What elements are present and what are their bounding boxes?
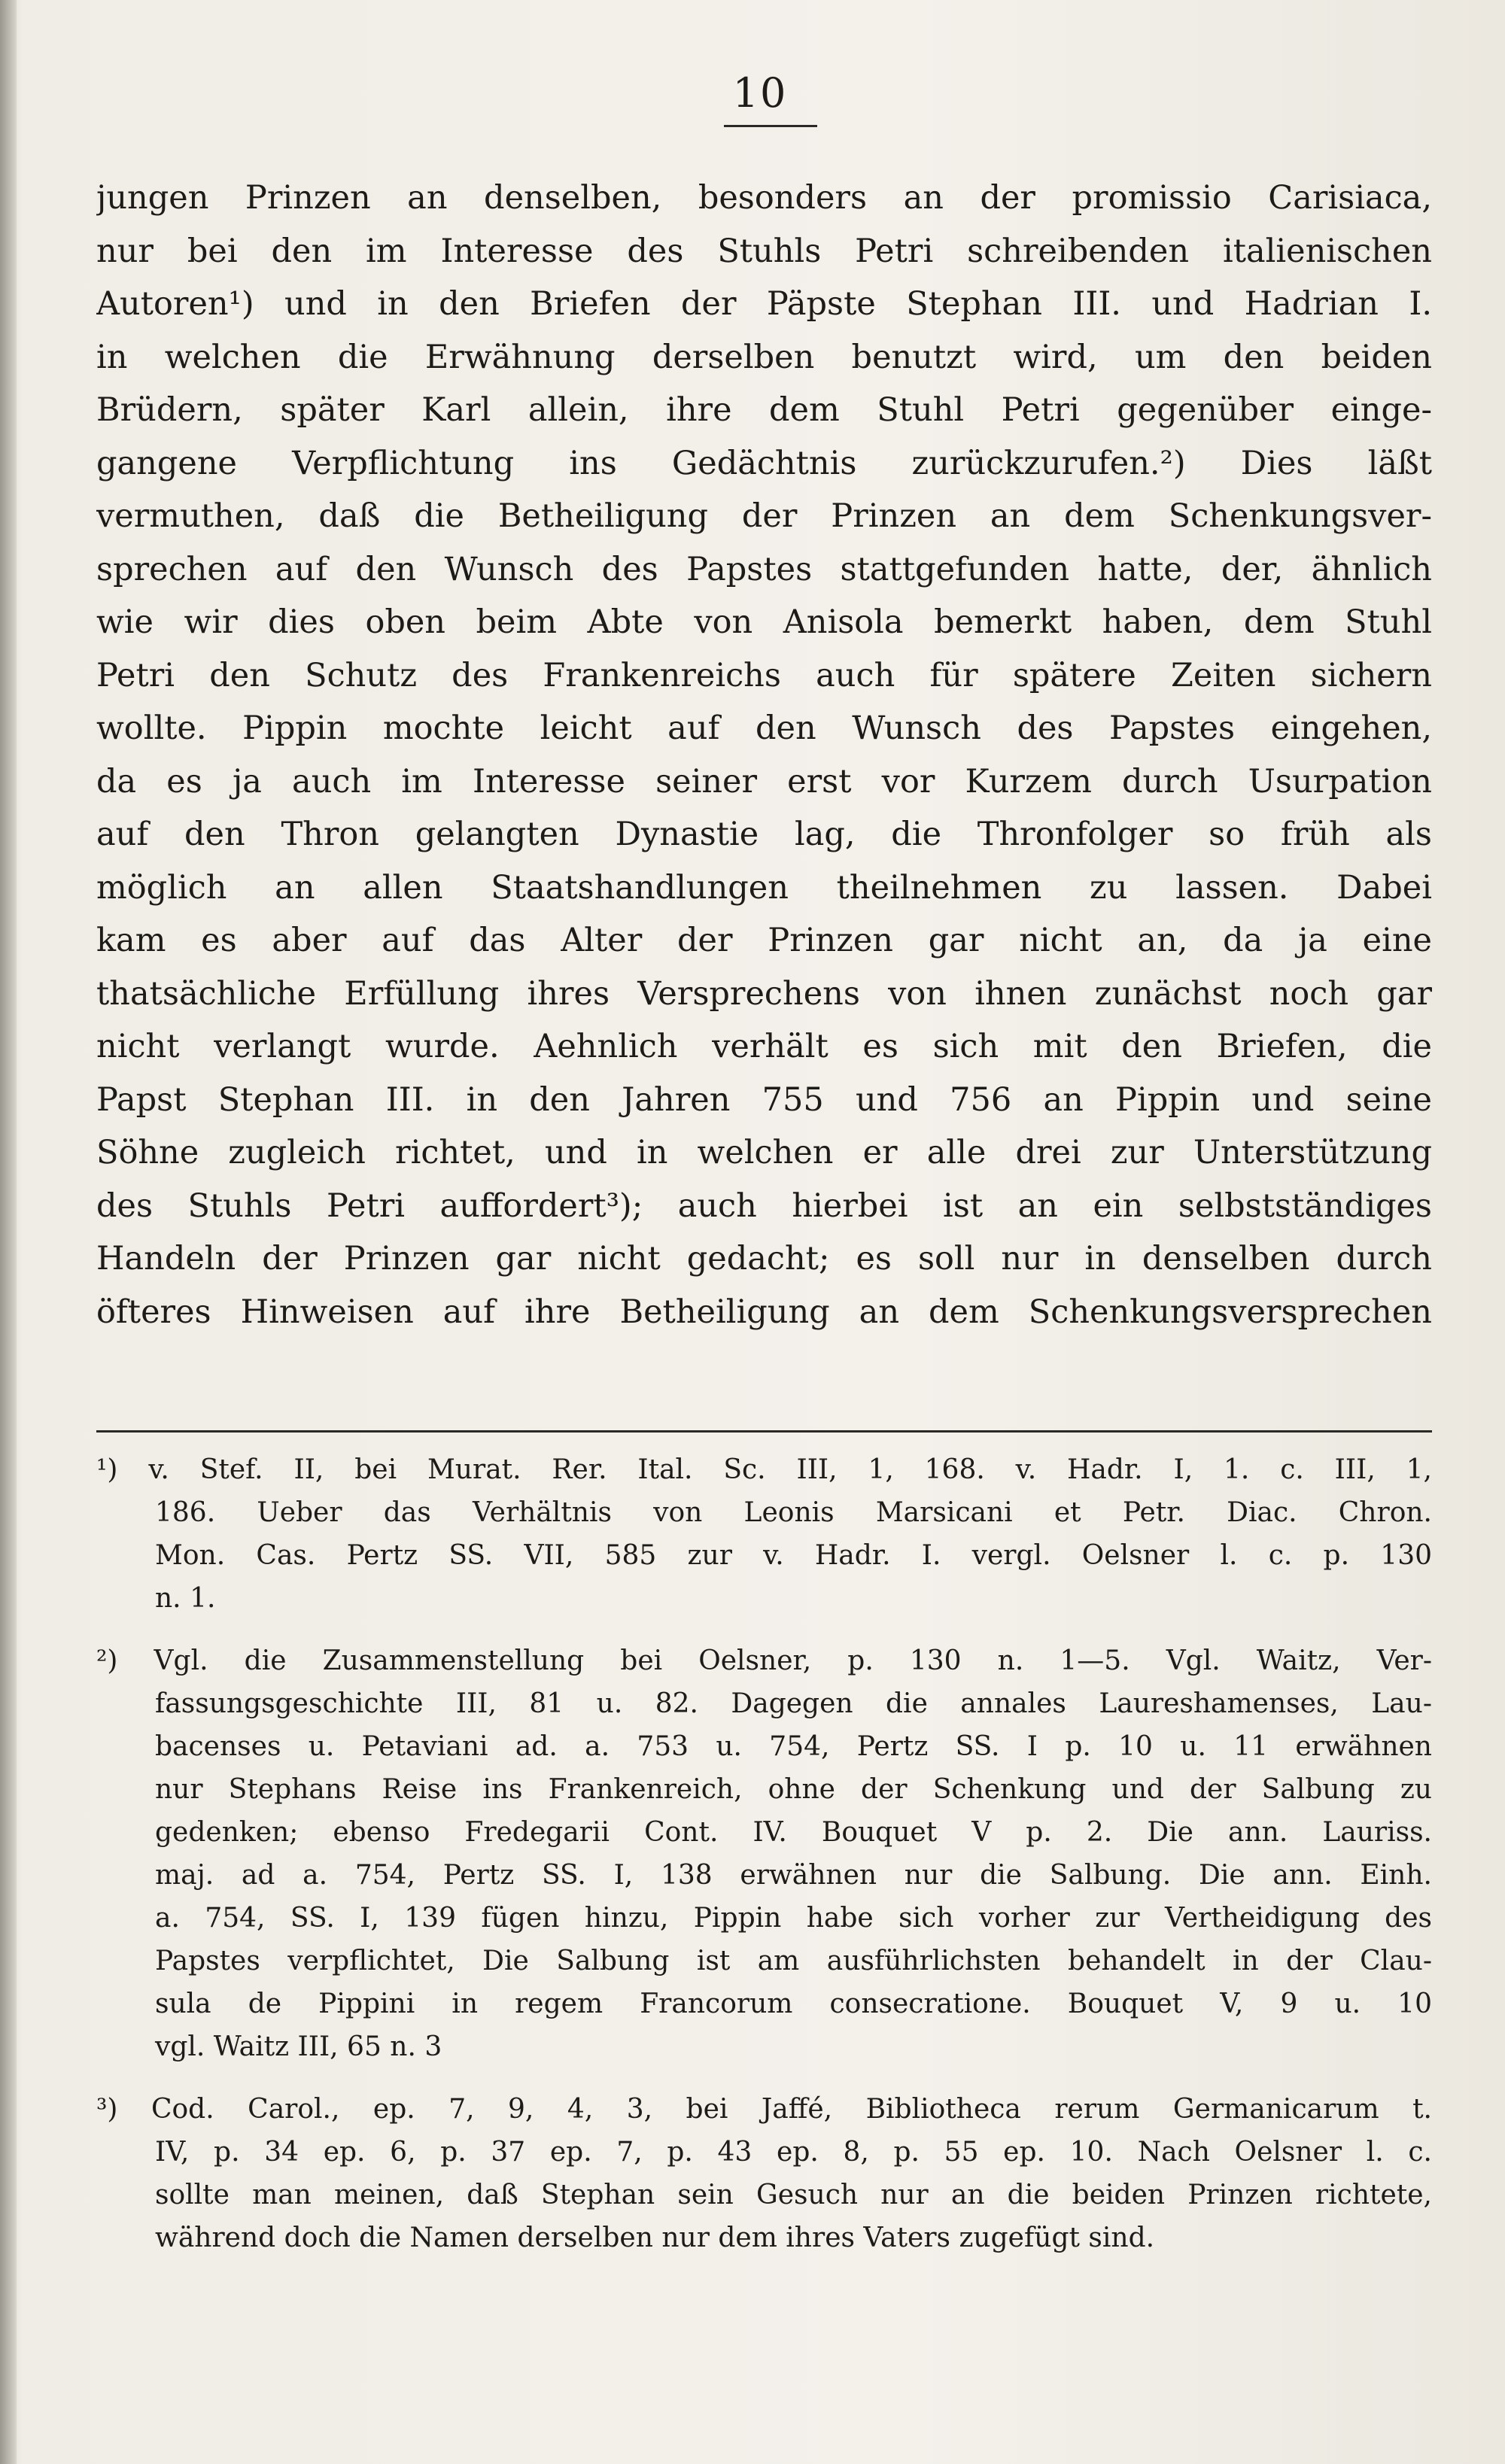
body-line: Söhne zugleich richtet, und in welchen er alle drei zur Unterstützung — [96, 1134, 1432, 1171]
footnote-gap — [96, 1620, 1432, 1639]
footnotes — [96, 1448, 1432, 2259]
body-line: nicht verlangt wurde. Aehnlich verhält es sich mit den Briefen, die — [96, 1028, 1432, 1065]
footnote-line: sollte man meinen, daß Stephan sein Gesuch nur an die beiden Prinzen richtete, — [155, 2180, 1432, 2210]
body-line: da es ja auch im Interesse seiner erst vor Kurzem durch Usurpation — [96, 762, 1432, 801]
footnote-line: ³) Cod. Carol., ep. 7, 9, 4, 3, bei Jaffé, Bibliotheca rerum Germanicarum t. — [96, 2094, 1432, 2125]
footnote-line: n. 1. — [155, 1583, 216, 1614]
footnote-line: maj. ad a. 754, Pertz SS. I, 138 erwähnen nur die Salbung. Die ann. Einh. — [155, 1860, 1432, 1891]
footnote-line: bacenses u. Petaviani ad. a. 753 u. 754, Pertz SS. I p. 10 u. 11 erwähnen — [155, 1731, 1432, 1762]
body-line: wie wir dies oben beim Abte von Anisola bemerkt haben, dem Stuhl — [96, 603, 1432, 641]
footnote-line: a. 754, SS. I, 139 fügen hinzu, Pippin habe sich vorher zur Vertheidigung des — [155, 1903, 1432, 1934]
body-line: öfteres Hinweisen auf ihre Betheiligung an dem Schenkungsversprechen — [96, 1293, 1432, 1331]
body-line: Handeln der Prinzen gar nicht gedacht; es soll nur in denselben durch — [96, 1240, 1432, 1278]
footnote-line: ²) Vgl. die Zusammenstellung bei Oelsner, p. 130 n. 1—5. Vgl. Waitz, Ver- — [96, 1645, 1432, 1676]
footnote-line: vgl. Waitz III, 65 n. 3 — [155, 2031, 442, 2062]
body-line: gangene Verpflichtung ins Gedächtnis zurückzurufen.²) Dies läßt — [96, 444, 1432, 482]
body-line: vermuthen, daß die Betheiligung der Prinzen an dem Schenkungsver- — [96, 497, 1432, 535]
page-number-rule — [724, 125, 817, 127]
body-line: in welchen die Erwähnung derselben benutzt wird, um den beiden — [96, 338, 1432, 376]
body-line: nur bei den im Interesse des Stuhls Petri schreibenden italienischen — [96, 232, 1432, 270]
footnote-line: 186. Ueber das Verhältnis von Leonis Marsicani et Petr. Diac. Chron. — [155, 1497, 1432, 1528]
footnote-2 — [96, 1639, 1432, 2068]
footnote-line: nur Stephans Reise ins Frankenreich, ohne der Schenkung und der Salbung zu — [155, 1774, 1432, 1805]
footnote-gap — [96, 2068, 1432, 2088]
body-line: kam es aber auf das Alter der Prinzen gar nicht an, da ja eine — [96, 922, 1432, 959]
footnote-line: Papstes verpflichtet, Die Salbung ist am ausführlichsten behandelt in der Clau- — [155, 1946, 1432, 1976]
body-line: Autoren¹) und in den Briefen der Päpste Stephan III. und Hadrian I. — [96, 285, 1432, 323]
footnote-line: fassungsgeschichte III, 81 u. 82. Dagegen die annales Laureshamenses, Lau- — [155, 1688, 1432, 1719]
body-line: sprechen auf den Wunsch des Papstes stattgefunden hatte, der, ähnlich — [96, 550, 1432, 588]
footnote-line: ¹) v. Stef. II, bei Murat. Rer. Ital. Sc. III, 1, 168. v. Hadr. I, 1. c. III, 1, — [96, 1454, 1432, 1485]
body-line: des Stuhls Petri auffordert³); auch hierbei ist an ein selbstständiges — [96, 1186, 1432, 1225]
footnote-3 — [96, 2088, 1432, 2259]
footnote-separator — [96, 1430, 1432, 1433]
body-line: möglich an allen Staatshandlungen theilnehmen zu lassen. Dabei — [96, 868, 1432, 907]
footnote-line: sula de Pippini in regem Francorum consecratione. Bouquet V, 9 u. 10 — [155, 1989, 1432, 2019]
footnote-line: während doch die Namen derselben nur dem ihres Vaters zugefügt sind. — [155, 2222, 1155, 2253]
body-line: thatsächliche Erfüllung ihres Versprechens von ihnen zunächst noch gar — [96, 974, 1432, 1013]
body-line: Brüdern, später Karl allein, ihre dem Stuhl Petri gegenüber einge- — [96, 391, 1432, 429]
footnote-line: Mon. Cas. Pertz SS. VII, 585 zur v. Hadr. I. vergl. Oelsner l. c. p. 130 — [155, 1540, 1432, 1571]
body-line: Papst Stephan III. in den Jahren 755 und 756 an Pippin und seine — [96, 1080, 1432, 1119]
body-line: wollte. Pippin mochte leicht auf den Wunsch des Papstes eingehen, — [96, 709, 1432, 747]
body-line: Petri den Schutz des Frankenreichs auch für spätere Zeiten sichern — [96, 656, 1432, 694]
body-line: auf den Thron gelangten Dynastie lag, die Thronfolger so früh als — [96, 816, 1432, 853]
page-number: 10 — [732, 69, 788, 117]
footnote-line: gedenken; ebenso Fredegarii Cont. IV. Bouquet V p. 2. Die ann. Lauriss. — [155, 1817, 1432, 1848]
body-text — [96, 172, 1432, 1338]
body-line: jungen Prinzen an denselben, besonders an der promissio Carisiaca, — [96, 179, 1432, 217]
binding-edge — [0, 0, 17, 2464]
footnote-1 — [96, 1448, 1432, 1620]
footnote-line: IV, p. 34 ep. 6, p. 37 ep. 7, p. 43 ep. 8, p. 55 ep. 10. Nach Oelsner l. c. — [155, 2137, 1432, 2168]
